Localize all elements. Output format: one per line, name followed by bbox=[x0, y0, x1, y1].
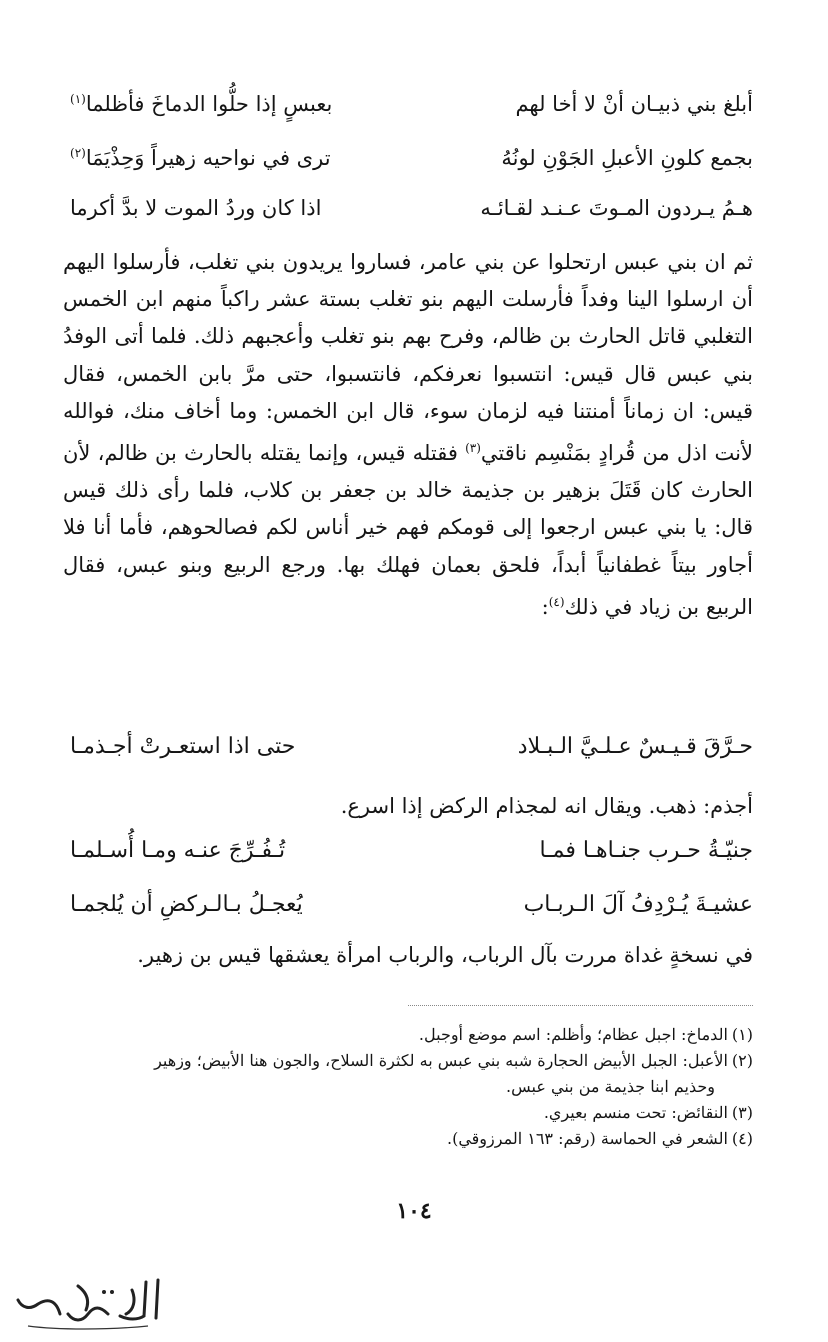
gloss-line: أجذم: ذهب. ويقال انه لمجذام الركض إذا اسرع. bbox=[340, 794, 753, 818]
footnote-divider bbox=[408, 1005, 753, 1006]
verse-first-hemistich: جنيّـةُ حـرب جنـاهـا فمـا bbox=[539, 837, 753, 863]
prose-text: ثم ان بني عبس ارتحلوا عن بني عامر، فساروا يريدون بني تغلب، فأرسلوا اليهم أن ارسلوا الينا وفداً فأرسلت اليهم بنو تغلب بستة عشر راكباً منهم ابن الخمس التغلبي قاتل الحارث بن ظالم، وفرح بهم بنو تغلب وأعجبهم ذلك. فلما أتى الوفدُ بني عبس قال قيس: انتسبوا نعرفكم، فانتسبوا، حتى مرَّ بابن الخمس، فقال قيس: ان زماناً أمنتنا فيه لزمان سوء، قال ابن الخمس: وما أخاف منك، فوالله لأنت اذل من قُرادٍ بمَنْسِم ناقتي bbox=[63, 250, 753, 466]
verse-second-hemistich: حتى اذا استعـرتْ أجـذمـا bbox=[70, 733, 296, 759]
verse-first-hemistich: بجمع كلونِ الأعبلِ الجَوْنِ لونُهُ bbox=[501, 146, 753, 170]
footnote-number: (٣) bbox=[731, 1103, 753, 1122]
hemistich-text: بعبسٍ إذا حلُّوا الدماخَ فأظلما bbox=[85, 92, 333, 116]
footnote-text: الشعر في الحماسة (رقم: ١٦٣ المرزوقي). bbox=[446, 1129, 728, 1148]
verse-first-hemistich: أبلغ بني ذبيـان أنْ لا أخا لهم bbox=[515, 92, 753, 116]
verse-line bbox=[70, 722, 753, 770]
footnote-ref: (١) bbox=[70, 92, 86, 106]
verse-first-hemistich: هـمُ يـردون المـوتَ عـنـد لقـائـه bbox=[480, 196, 753, 220]
footnote-ref: (٤) bbox=[548, 594, 565, 609]
verse-second-hemistich: تُـفُـرِّجَ عنـه ومـا أُسـلمـا bbox=[70, 837, 286, 863]
verse-line bbox=[70, 880, 753, 928]
footnote-number: (٤) bbox=[731, 1129, 753, 1148]
verse-second-hemistich bbox=[70, 92, 332, 116]
verse-line bbox=[70, 136, 753, 180]
prose-paragraph bbox=[63, 244, 753, 626]
verse-second-hemistich: اذا كان وردُ الموت لا بدَّ أكرما bbox=[70, 196, 322, 220]
footnotes bbox=[63, 1022, 753, 1152]
footnote-ref: (٢) bbox=[70, 146, 86, 160]
verse-line bbox=[70, 186, 753, 230]
verse-first-hemistich: عشيـةَ يُـرْدِفُ آلَ الـربـاب bbox=[523, 891, 753, 917]
footnote bbox=[63, 1022, 753, 1048]
footnote-text: الدماخ: اجبل عظام؛ وأظلم: اسم موضع أوجبل. bbox=[418, 1025, 728, 1044]
prose-text: فقتله قيس، وإنما يقتله بالحارث بن ظالم، لأن الحارث كان قَتَلَ بزهير بن جذيمة خالد بن جعفر بن كلاب، فلما رأى ذلك قيس قال: يا بني عبس ارجعوا إلى قومكم فهم خير أناس لكم فصالحوهم، فأما أنا فلا أجاور بيتاً غطفانياً أبداً، فلحق بعمان فهلك بها. ورجع الربيع وبنو عبس، فقال الربيع بن زياد في ذلك bbox=[63, 441, 753, 619]
page-number: ١٠٤ bbox=[396, 1198, 432, 1224]
footnote-text: وحذيم ابنا جذيمة من بني عبس. bbox=[506, 1077, 715, 1096]
prose-text: : bbox=[541, 594, 549, 619]
paragraph-text bbox=[63, 244, 753, 626]
hemistich-text: ترى في نواحيه زهيراً وَحِذْيَمَا bbox=[85, 146, 331, 170]
footnote-text: النقائض: تحت منسم بعيري. bbox=[543, 1103, 728, 1122]
verse-line bbox=[70, 82, 753, 126]
footnote-text: الأعبل: الجبل الأبيض الحجارة شبه بني عبس به لكثرة السلاح، والجون هنا الأبيض؛ وزهير bbox=[154, 1051, 728, 1070]
footnote bbox=[63, 1100, 753, 1126]
verse-second-hemistich bbox=[70, 146, 331, 170]
footnote-continuation bbox=[63, 1074, 753, 1100]
footnote bbox=[63, 1048, 753, 1074]
footnote-ref: (٣) bbox=[465, 441, 481, 456]
verse-second-hemistich: يُعجـلُ بـالـركضِ أن يُلجمـا bbox=[70, 891, 303, 917]
footnote-number: (١) bbox=[731, 1025, 753, 1044]
footnote bbox=[63, 1126, 753, 1152]
footnote-number: (٢) bbox=[731, 1051, 753, 1070]
verse-line bbox=[70, 826, 753, 874]
verse-first-hemistich: حـرَّقَ قـيـسٌ عـلـيَّ الـبـلاد bbox=[517, 733, 753, 759]
calligraphy-logo bbox=[8, 1270, 168, 1336]
variant-note: في نسخةٍ غداة مررت بآل الرباب، والرباب امرأة يعشقها قيس بن زهير. bbox=[137, 943, 753, 967]
